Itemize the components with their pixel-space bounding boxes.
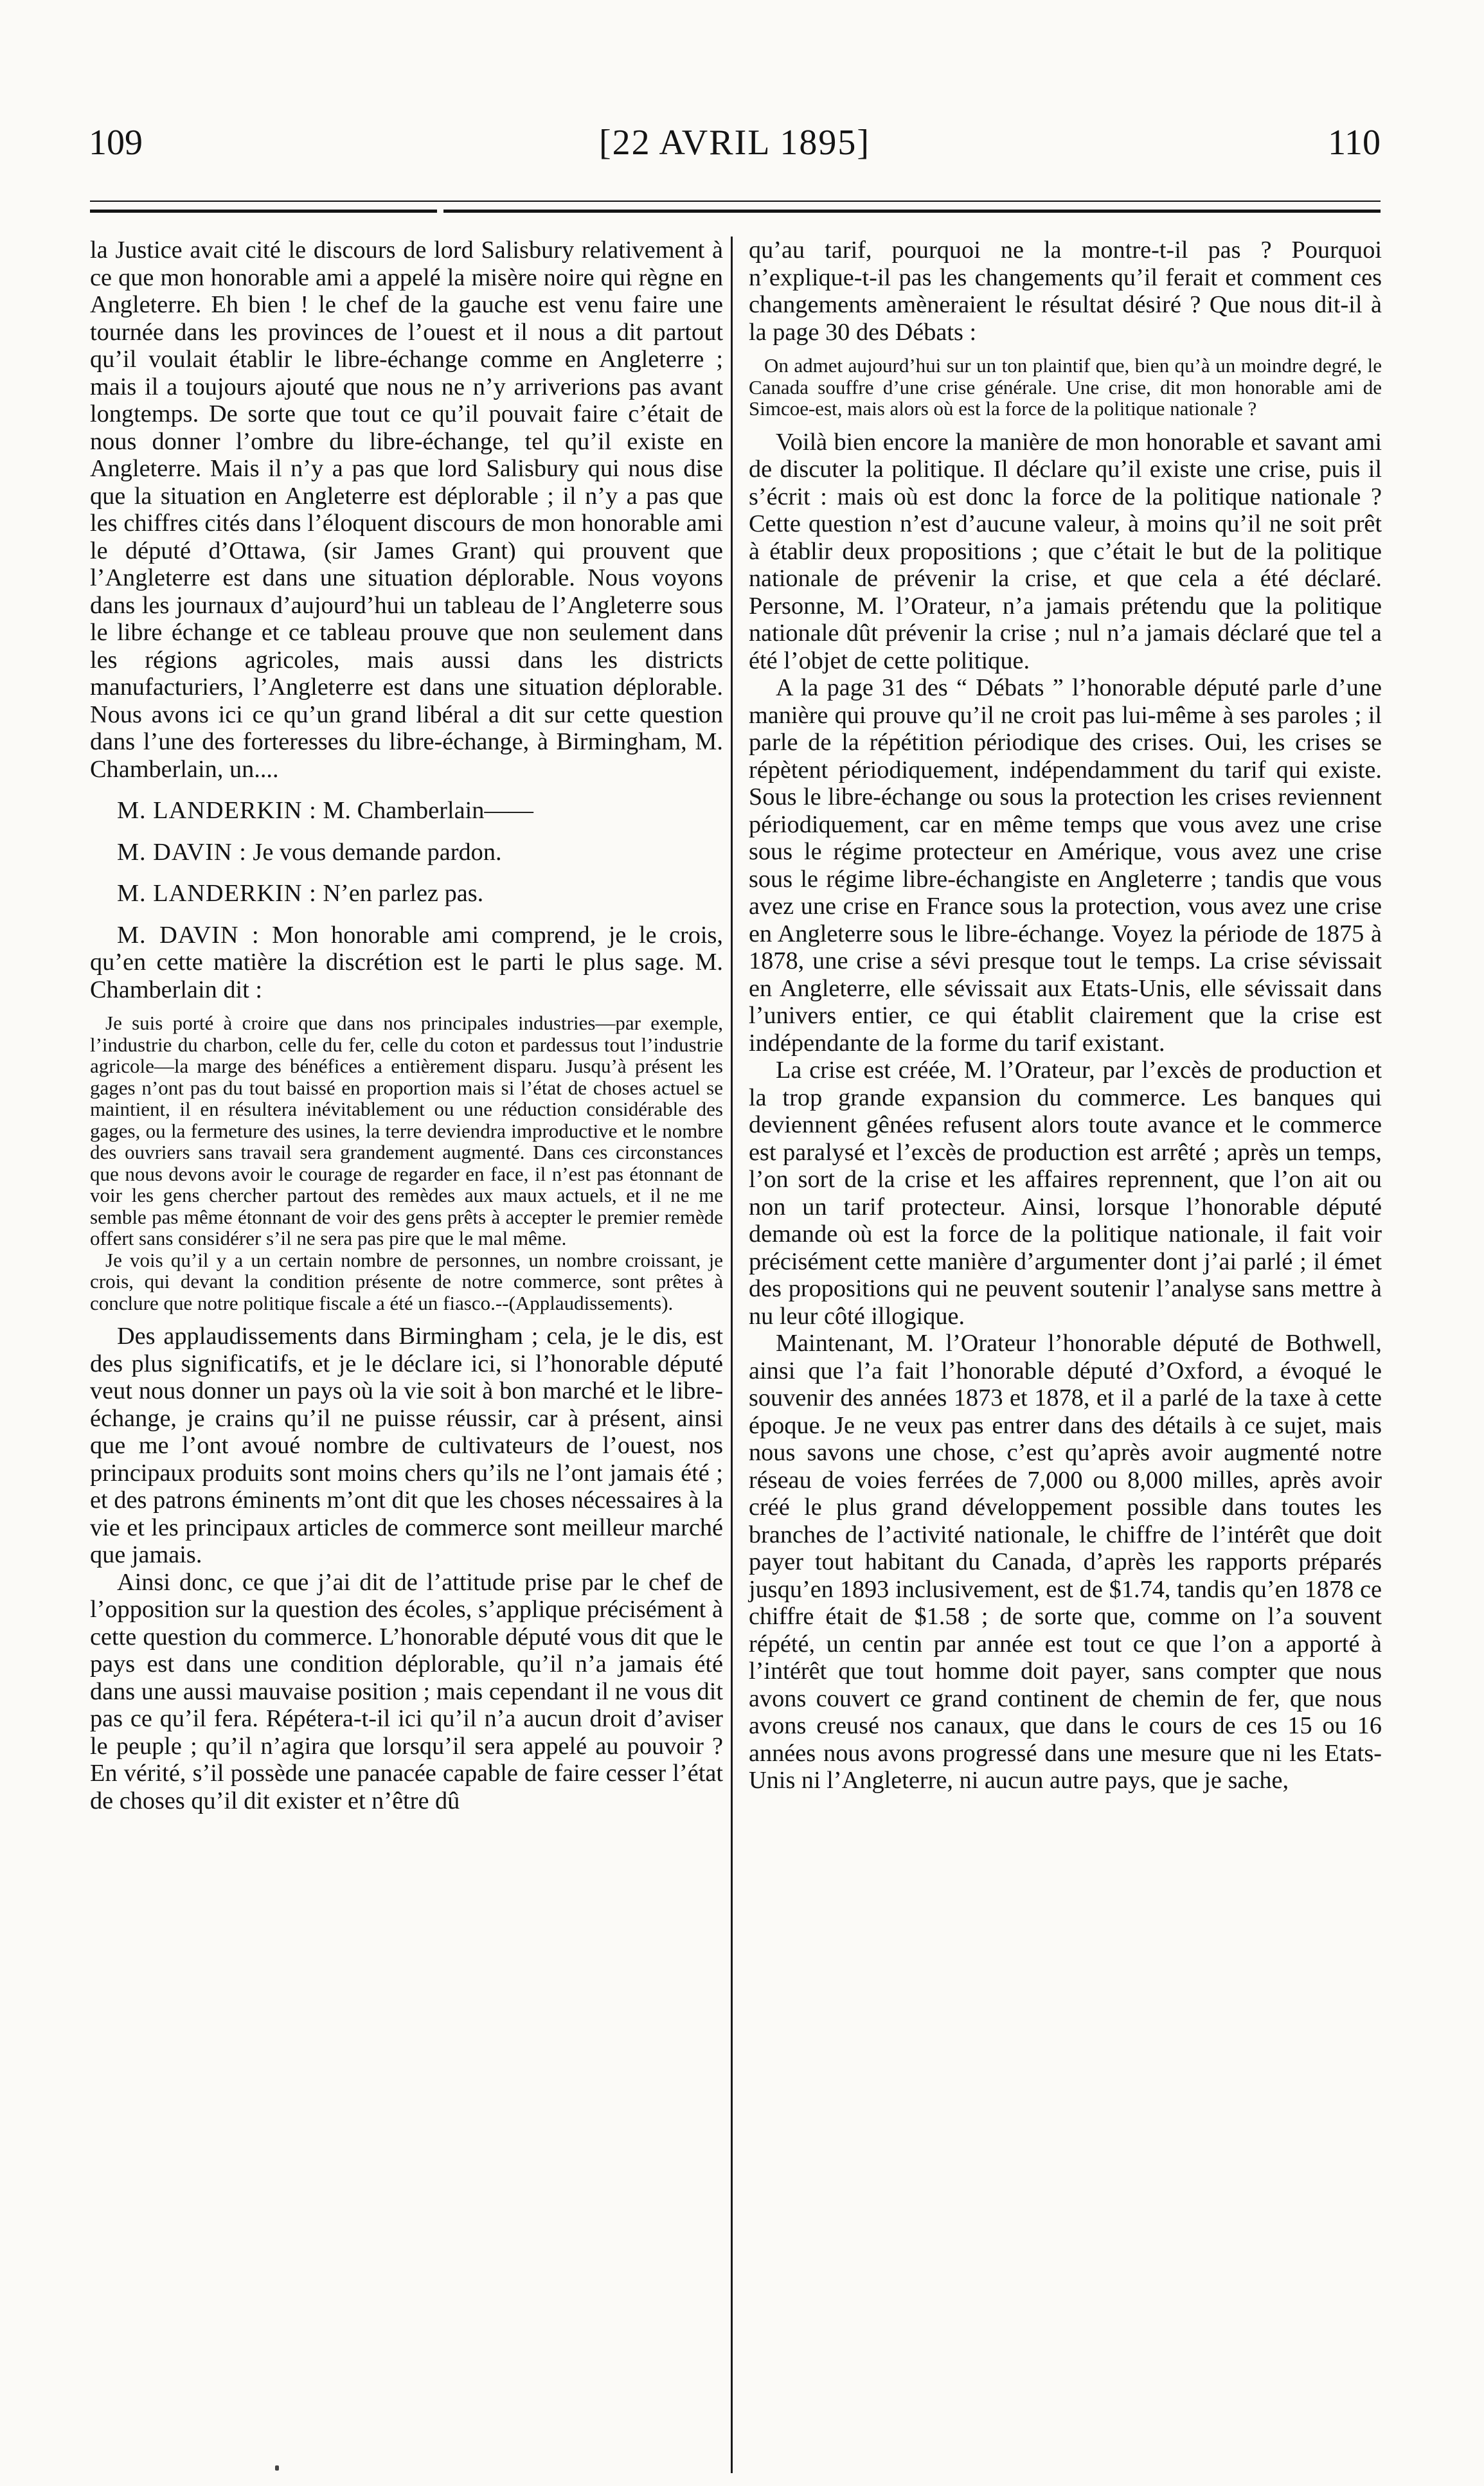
right-paragraph-5: Maintenant, M. l’Orateur l’honorable député de Bothwell, ainsi que l’a fait l’honorable député d’Oxford, a évoqué le souvenir des années 1873 et 1878, et il a parlé de la taxe à cette époque. Je ne veux pas entrer dans des détails à ce sujet, mais nous savons une chose, c’est qu’après avoir augmenté notre réseau de voies ferrées de 7,000 ou 8,000 milles, après avoir créé le plus grand développement possible dans toutes les branches de l’activité nationale, le chiffre de l’intérêt que doit payer tout habitant du Canada, d’après les rapports préparés jusqu’en 1893 inclusivement, est de $1.74, tandis qu’en 1878 ce chiffre était de $1.58 ; de sorte que, comme on l’a souvent répété, un centin par année est tout ce que l’on a apporté à l’intérêt que tout homme doit payer, sans compter que nous avons couvert ce grand continent de chemin de fer, que nous avons creusé nos canaux, que dans le cours de ces 15 ou 16 années nous avons progressé dans une mesure que ni les Etats-Unis ni l’Angleterre, ni aucun autre pays, que je sache, (749, 1330, 1382, 1794)
left-paragraph-1: la Justice avait cité le discours de lord Salisbury relativement à ce que mon honorable ami a appelé la misère noire qui règne en Angleterre. Eh bien ! le chef de la gauche est venu faire une tournée dans les provinces de l’ouest et il nous a dit partout qu’il voulait établir le libre-échange comme en Angleterre ; mais il a toujours ajouté que nous ne n’y arriverions pas avant longtemps. De sorte que tout ce qu’il pouvait faire c’était de nous donner l’ombre du libre-échange, tel qu’il existe en Angleterre. Mais il n’y a pas que lord Salisbury qui nous dise que la situation en Angleterre est déplorable ; il n’y a pas que les chiffres cités dans l’éloquent discours de mon honorable ami le député d’Ottawa, (sir James Grant) qui prouvent que l’Angleterre est dans une situation déplorable. Nous voyons dans les journaux d’aujourd’hui un tableau de l’Angleterre sous le libre échange et ce tableau prouve que non seulement dans les régions agricoles, mais aussi dans les districts manufacturiers, l’Angleterre est dans une situation déplorable. Nous avons ici ce qu’un grand libéral a dit sur cette question dans l’une des forteresses du libre-échange, à Birmingham, M. Chamberlain, un.... (90, 237, 723, 783)
speech-text: Mon honorable ami comprend, je le crois, qu’en cette matière la discrétion est le parti le plus sage. M. Chamberlain dit : (90, 921, 723, 1003)
header-rule-thick-left (90, 210, 437, 213)
speaker-name: M. DAVIN : (117, 838, 247, 866)
right-paragraph-2: Voilà bien encore la manière de mon honorable et savant ami de discuter la politique. Il déclare qu’il existe une crise, puis il s’écrit : mais où est donc la force de la politique nationale ? Cette question n’est d’aucune valeur, à moins qu’il ne soit prêt à établir deux propositions ; que c’était le but de la politique nationale de prévenir la crise, et que cela a été déclaré. Personne, M. l’Orateur, n’a jamais prétendu que la politique nationale dût prévenir la crise ; nul n’a jamais déclaré que tel a été l’objet de cette politique. (749, 428, 1382, 674)
speech-davin-2 (90, 922, 723, 1004)
chamberlain-quote (90, 1012, 723, 1314)
speaker-name: M. DAVIN : (117, 921, 260, 949)
left-paragraph-2: Des applaudissements dans Birmingham ; cela, je le dis, est des plus significatifs, et je le déclare ici, si l’honorable député veut nous donner un pays où la vie soit à bon marché et le libre-échange, je crains qu’il ne puisse réussir, car à présent, ainsi que me l’ont avoué nombre de cultivateurs de l’ouest, nos principaux produits sont moins chers qu’ils ne l’ont jamais été ; et des patrons éminents m’ont dit que les choses nécessaires à la vie et les principaux articles de commerce sont meilleur marché que jamais. (90, 1323, 723, 1568)
page-number-right: 110 (1328, 123, 1381, 163)
speaker-name: M. LANDERKIN : (117, 880, 317, 907)
debats-quote (749, 355, 1382, 420)
quote-paragraph-2: Je vois qu’il y a un certain nombre de personnes, un nombre croissant, je crois, qui devant la condition présente de notre commerce, sont prêtes à conclure que notre politique fiscale a été un fiasco.--(Applaudissements). (90, 1248, 723, 1314)
right-paragraph-1: qu’au tarif, pourquoi ne la montre-t-il pas ? Pourquoi n’explique-t-il pas les changements qu’il ferait et comment ces changements amèneraient le résultat désiré ? Que nous dit-il à la page 30 des Débats : (749, 237, 1382, 346)
speech-text: Je vous demande pardon. (246, 838, 502, 866)
speech-text: M. Chamberlain—— (316, 797, 533, 824)
speech-landerkin-2 (90, 880, 723, 908)
right-paragraph-3: A la page 31 des “ Débats ” l’honorable député parle d’une manière qui prouve qu’il ne croit pas lui-même à ses paroles ; il parle de la répétition périodique des crises. Oui, les crises se répètent périodiquement, indépendamment du tarif qui existe. Sous le libre-échange ou sous la protection les crises reviennent périodiquement, car en même temps que vous avez une crise sous le régime protecteur en Amérique, vous avez une crise sous le régime libre-échangiste en Angleterre ; tandis que vous avez une crise en France sous la protection, vous avez une crise en Angleterre sous le libre-échange. Voyez la période de 1875 à 1878, une crise a sévi presque tout le temps. La crise sévissait en Angleterre, elle sévissait aux Etats-Unis, elle sévissait dans l’univers entier, ce qui établit clairement que la crise est indépendante de la forme du tarif existant. (749, 674, 1382, 1057)
speech-davin-1 (90, 839, 723, 866)
left-column (90, 237, 723, 1814)
header-rule-thin (90, 201, 1381, 202)
left-paragraph-3: Ainsi donc, ce que j’ai dit de l’attitude prise par le chef de l’opposition sur la question des écoles, s’applique précisément à cette question du commerce. L’honorable député vous dit que le pays est dans une condition déplorable, qu’il n’a jamais été dans une aussi mauvaise position ; mais cependant il ne vous dit pas ce qu’il fera. Répétera-t-il ici qu’il n’a aucun droit d’aviser le peuple ; qu’il n’agira que lorsqu’il sera appelé au pouvoir ? En vérité, s’il possède une panacée capable de faire cesser l’état de choses qu’il dit exister et n’être dû (90, 1568, 723, 1814)
page-header (89, 122, 1381, 163)
speaker-name: M. LANDERKIN : (117, 797, 317, 824)
print-speck (275, 2465, 279, 2471)
header-date: [22 AVRIL 1895] (599, 123, 870, 163)
quote-paragraph: On admet aujourd’hui sur un ton plaintif que, bien qu’à un moindre degré, le Canada souffre d’une crise générale. Une crise, dit mon honorable ami de Simcoe-est, mais alors où est la force de la politique nationale ? (749, 354, 1382, 420)
column-divider (731, 237, 733, 2473)
header-rule-thick-right (443, 210, 1381, 213)
speech-landerkin-1 (90, 797, 723, 825)
right-column (749, 237, 1382, 1794)
right-paragraph-4: La crise est créée, M. l’Orateur, par l’excès de production et la trop grande expansion du commerce. Les banques qui deviennent gênées refusent alors toute avance et le commerce est paralysé et l’excès de production est arrêté ; après un temps, l’on sort de la crise et les affaires reprennent, que l’on ait ou non un tarif protecteur. Ainsi, lorsque l’honorable député demande où est la force de la politique nationale, il fait voir précisément cette manière d’argumenter dont j’ai parlé ; il émet des propositions qui ne peuvent soutenir l’analyse sans mettre à nu leur côté illogique. (749, 1057, 1382, 1330)
speech-text: N’en parlez pas. (316, 880, 484, 907)
page-number-left: 109 (89, 123, 143, 163)
quote-paragraph-1: Je suis porté à croire que dans nos principales industries—par exemple, l’industrie du charbon, celle du fer, celle du coton et pardessus tout l’industrie agricole—la marge des bénéfices a entièrement disparu. Jusqu’à présent les gages n’ont pas du tout baissé en proportion mais si l’état de choses actuel se maintient, il en résultera inévitablement ou une réduction considérable des gages, ou la fermeture des usines, la terre deviendra improductive et le nombre des ouvriers sans travail sera grandement augmenté. Dans ces circonstances que nous devons avoir le courage de regarder en face, il n’est pas étonnant de voir les gens chercher partout des remèdes aux maux actuels, et il ne me semble pas même étonnant de voir des gens prêts à accepter le premier remède offert sans considérer s’il ne sera pas pire que le mal même. (90, 1012, 723, 1249)
